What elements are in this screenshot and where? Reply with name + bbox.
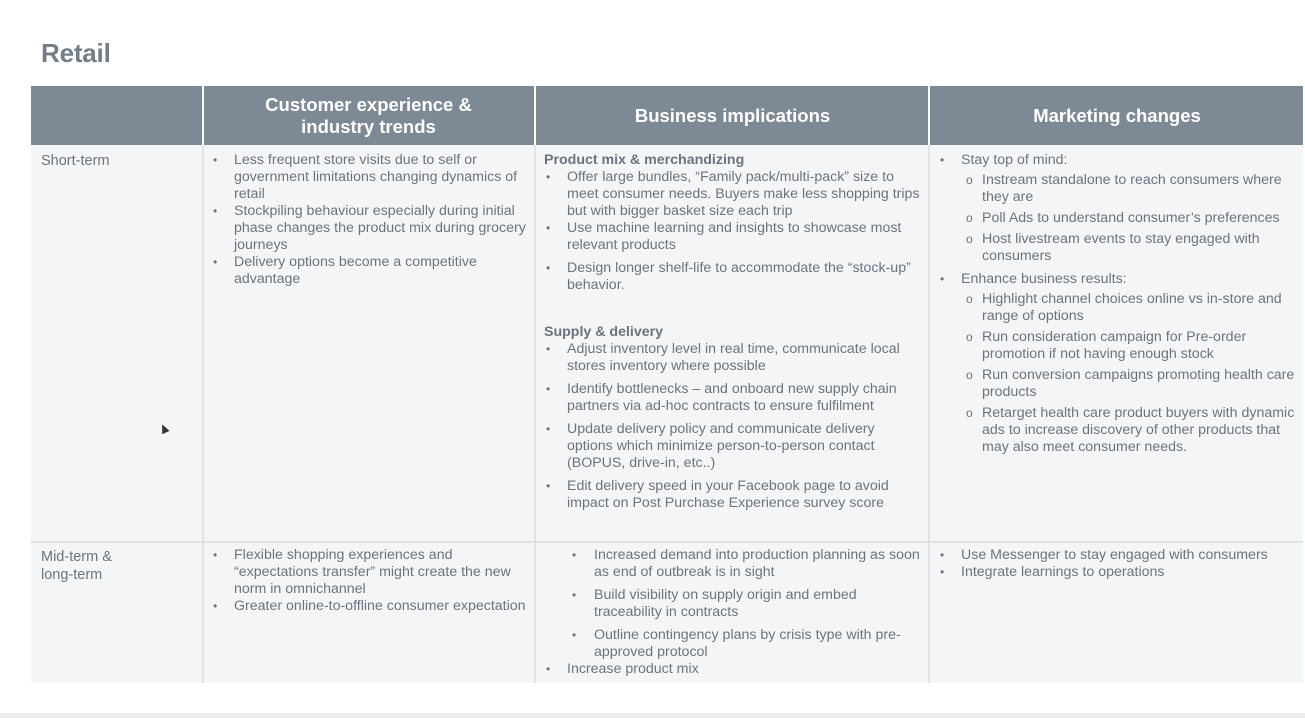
list-item: • Less frequent store visits due to self or government limitations changing dynamics of retail xyxy=(211,152,529,203)
sub-list-item: o Retarget health care product buyers with dynamic ads to increase discovery of other products that may also meet consumer needs. xyxy=(938,405,1300,456)
list-item: • Identify bottlenecks – and onboard new supply chain partners via ad-hoc contracts to ensure fulfilment xyxy=(544,381,924,415)
list-item: • Flexible shopping experiences and “expectations transfer” might create the new norm in omnichannel xyxy=(211,547,529,598)
short-term-business xyxy=(544,152,924,512)
short-term-trends xyxy=(211,152,529,288)
list-item: • Use machine learning and insights to showcase most relevant products xyxy=(544,220,924,254)
footer-line xyxy=(0,713,1305,718)
short-term-marketing xyxy=(938,152,1300,456)
header-divider xyxy=(928,86,930,145)
list-item: • Greater online-to-offline consumer expectation xyxy=(211,598,529,615)
list-item: • Delivery options become a competitive advantage xyxy=(211,254,529,288)
list-item: • Design longer shelf-life to accommodate the “stock-up” behavior. xyxy=(544,260,924,294)
column-header-marketing: Marketing changes xyxy=(1033,104,1201,126)
supply-delivery-heading: Supply & delivery xyxy=(544,324,664,340)
sub-list-item: o Host livestream events to stay engaged with consumers xyxy=(938,231,1300,265)
list-item: • Stay top of mind: xyxy=(938,152,1300,169)
page-title: Retail xyxy=(41,38,111,68)
sub-list-item: o Run consideration campaign for Pre-order promotion if not having enough stock xyxy=(938,329,1300,363)
header-divider xyxy=(534,86,536,145)
sub-list-item: o Poll Ads to understand consumer’s preferences xyxy=(938,210,1300,227)
column-divider xyxy=(534,145,536,683)
list-item: • Build visibility on supply origin and embed traceability in contracts xyxy=(544,587,924,621)
column-divider xyxy=(928,145,930,683)
column-header-trends: Customer experience & industry trends xyxy=(265,93,472,137)
table-header xyxy=(31,86,1303,145)
list-item: • Increase product mix xyxy=(544,661,924,678)
row-label-short-term: Short-term xyxy=(41,153,110,169)
strategy-table xyxy=(31,86,1303,683)
product-mix-heading: Product mix & merchandizing xyxy=(544,152,745,168)
mid-term-trends xyxy=(211,547,529,615)
sub-list-item: o Highlight channel choices online vs in-store and range of options xyxy=(938,291,1300,325)
list-item: • Use Messenger to stay engaged with consumers xyxy=(938,547,1300,564)
list-item: • Edit delivery speed in your Facebook page to avoid impact on Post Purchase Experience survey score xyxy=(544,478,924,512)
sub-list-item: o Run conversion campaigns promoting health care products xyxy=(938,367,1300,401)
sub-list-item: o Instream standalone to reach consumers where they are xyxy=(938,172,1300,206)
mid-term-business xyxy=(544,547,924,678)
list-item: • Outline contingency plans by crisis type with pre-approved protocol xyxy=(544,627,924,661)
row-divider xyxy=(31,541,1303,543)
list-item: • Increased demand into production planning as soon as end of outbreak is in sight xyxy=(544,547,924,581)
column-divider xyxy=(202,145,204,683)
header-divider xyxy=(202,86,204,145)
list-item: • Adjust inventory level in real time, communicate local stores inventory where possible xyxy=(544,341,924,375)
column-header-business: Business implications xyxy=(634,104,831,126)
list-item: • Offer large bundles, “Family pack/multi-pack” size to meet consumer needs. Buyers make less shopping trips but with bigger basket size each trip xyxy=(544,169,924,220)
list-item: • Enhance business results: xyxy=(938,271,1300,288)
row-label-mid-term: Mid-term & long-term xyxy=(41,549,112,583)
list-item: • Integrate learnings to operations xyxy=(938,564,1300,581)
list-item: • Update delivery policy and communicate delivery options which minimize person-to-person contact (BOPUS, drive-in, etc..) xyxy=(544,421,924,472)
list-item: • Stockpiling behaviour especially during initial phase changes the product mix during grocery journeys xyxy=(211,203,529,254)
mid-term-marketing xyxy=(938,547,1300,581)
